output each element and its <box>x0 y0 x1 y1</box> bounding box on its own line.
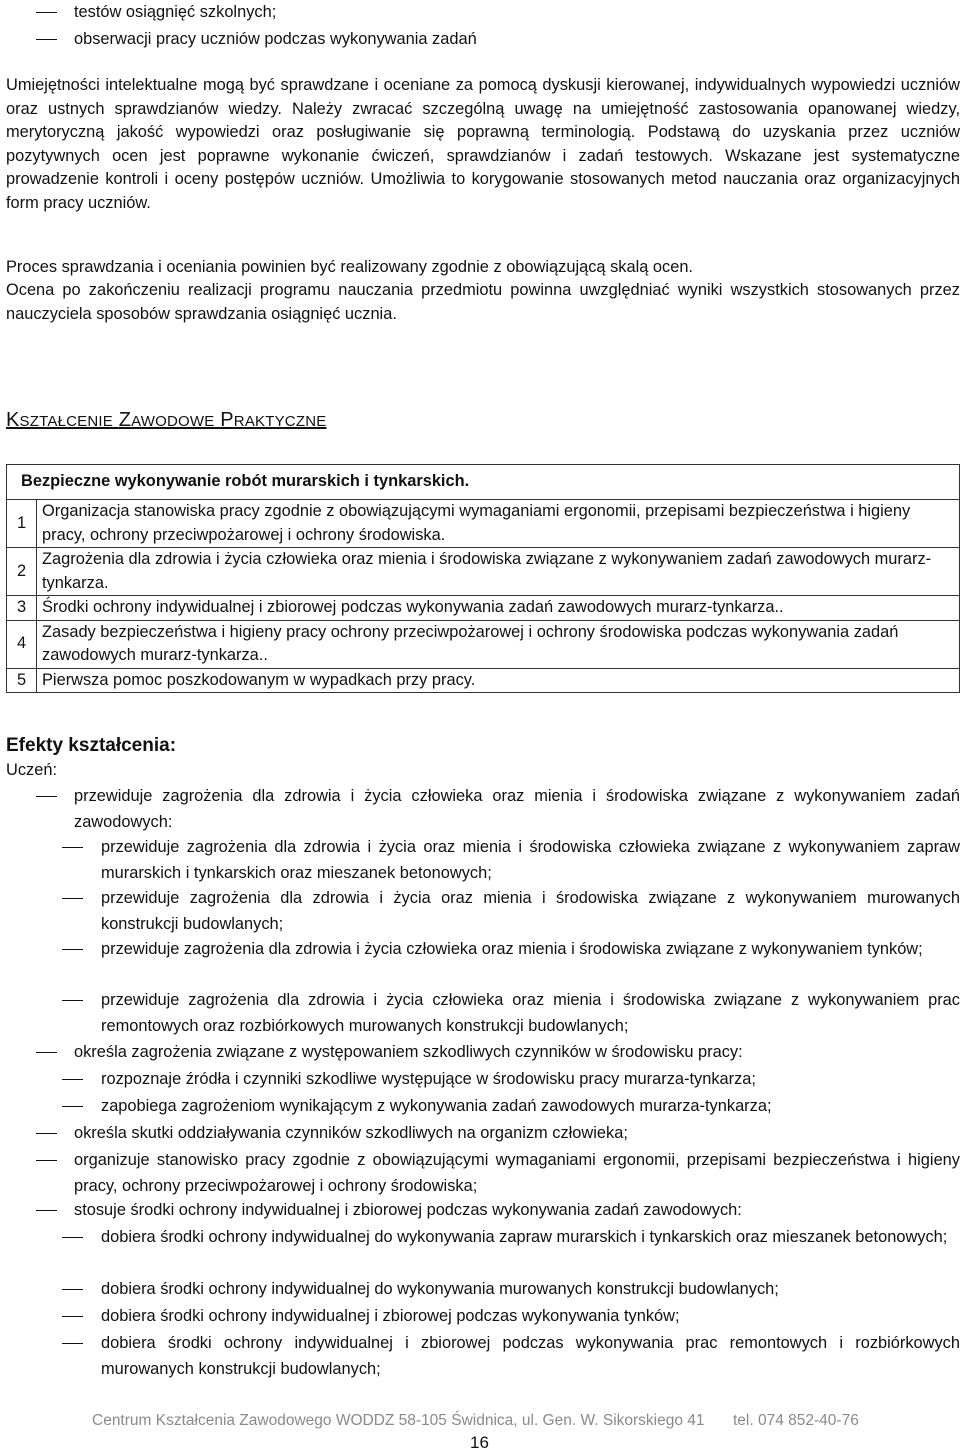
dash-bullet-icon <box>36 12 57 13</box>
sub-list-item-text: dobiera środki ochrony indywidualnej do wykonywania murowanych konstrukcji budowlanych; <box>101 1280 779 1298</box>
sub-list-item-text: przewiduje zagrożenia dla zdrowia i życia oraz mienia i środowiska człowieka związane z wykonywaniem zapraw murarskich i tynkarskich oraz mieszanek betonowych; <box>101 838 960 882</box>
dash-bullet-icon <box>36 1210 57 1211</box>
sub-list-item <box>34 988 960 1039</box>
dash-bullet-icon <box>36 39 57 40</box>
list-item-text: określa skutki oddziaływania czynników szkodliwych na organizm człowieka; <box>74 1124 628 1142</box>
table-row <box>7 668 960 693</box>
sub-list-item-text: zapobiega zagrożeniom wynikającym z wykonywania zadań zawodowych murarza-tynkarza; <box>101 1097 772 1115</box>
sub-list-item-text: przewiduje zagrożenia dla zdrowia i życia oraz mienia i środowiska związane z wykonywaniem murowanych konstrukcji budowlanych; <box>101 889 960 933</box>
row-text: Pierwsza pomoc poszkodowanym w wypadkach przy pracy. <box>37 668 960 693</box>
row-text: Zagrożenia dla zdrowia i życia człowieka oraz mienia i środowiska związane z wykonywaniem zadań zawodowych murarz-tynkarza. <box>37 548 960 596</box>
assessment-paragraph: Umiejętności intelektualne mogą być sprawdzane i oceniane za pomocą dyskusji kierowanej, indywidualnych wypowiedzi uczniów oraz ustnych sprawdzianów wiedzy. Należy zwracać szczególną uwagę na umiejętność zastosowania opanowanej wiedzy, merytoryczną jakość wypowiedzi oraz posługiwanie się poprawną terminologią. Podstawą do uzyskania przez uczniów pozytywnych ocen jest poprawne wykonanie ćwiczeń, sprawdzianów i zadań testowych. Wskazane jest systematyczne prowadzenie kontroli i oceny postępów uczniów. Umożliwia to korygowanie stosowanych metod nauczania oraz organizacyjnych form pracy uczniów. <box>6 76 960 212</box>
table-title: Bezpieczne wykonywanie robót murarskich i tynkarskich. <box>7 465 960 500</box>
sub-list-item <box>34 937 960 963</box>
list-item-text: określa zagrożenia związane z występowaniem szkodliwych czynników w środowisku pracy: <box>74 1043 743 1061</box>
list-item-text: przewiduje zagrożenia dla zdrowia i życia człowieka oraz mienia i środowiska związane z wykonywaniem zadań zawodowych: <box>74 787 960 831</box>
final-assessment-paragraph: Ocena po zakończeniu realizacji programu nauczania przedmiotu powinna uwzględniać wyniki wszystkich stosowanych przez nauczyciela sposobów sprawdzania osiągnięć ucznia. <box>6 281 960 323</box>
table-row <box>7 548 960 596</box>
grading-scale-paragraph: Proces sprawdzania i oceniania powinien być realizowany zgodnie z obowiązującą skalą ocen. <box>6 258 693 276</box>
footer-address: Centrum Kształcenia Zawodowego WODDZ 58-105 Świdnica, ul. Gen. W. Sikorskiego 41 <box>92 1412 705 1429</box>
sub-list-item-text: przewiduje zagrożenia dla zdrowia i życia człowieka oraz mienia i środowiska związane z wykonywaniem prac remontowych oraz rozbiórkowych murowanych konstrukcji budowlanych; <box>101 991 960 1035</box>
list-item <box>6 1040 960 1066</box>
list-item <box>6 27 960 53</box>
dash-bullet-icon <box>62 898 83 899</box>
dash-bullet-icon <box>62 1316 83 1317</box>
dash-bullet-icon <box>36 1160 57 1161</box>
dash-bullet-icon <box>62 1106 83 1107</box>
training-units-table <box>6 464 960 693</box>
sub-list-item-text: dobiera środki ochrony indywidualnej do wykonywania zapraw murarskich i tynkarskich oraz mieszanek betonowych; <box>101 1228 948 1246</box>
table-title-row <box>7 465 960 500</box>
row-text: Zasady bezpieczeństwa i higieny pracy ochrony przeciwpożarowej i ochrony środowiska podczas wykonywania zadań zawodowych murarz-tynkarza.. <box>37 620 960 668</box>
list-item-text: organizuje stanowisko pracy zgodnie z obowiązującymi wymaganiami ergonomii, przepisami bezpieczeństwa i higieny pracy, ochrony przeciwpożarowej i ochrony środowiska; <box>74 1151 960 1195</box>
outcomes-heading: Efekty kształcenia: <box>6 735 177 756</box>
sub-list-item-text: dobiera środki ochrony indywidualnej i zbiorowej podczas wykonywania prac remontowych i rozbiórkowych murowanych konstrukcji budowlanych; <box>101 1334 960 1378</box>
list-item <box>6 1121 960 1147</box>
list-item <box>6 0 960 26</box>
dash-bullet-icon <box>36 1133 57 1134</box>
list-item <box>6 1198 960 1224</box>
footer-phone: tel. 074 852-40-76 <box>733 1412 859 1429</box>
dash-bullet-icon <box>62 1079 83 1080</box>
sub-list-item-text: dobiera środki ochrony indywidualnej i zbiorowej podczas wykonywania tynków; <box>101 1307 680 1325</box>
list-item <box>6 1148 960 1199</box>
sub-list-item <box>34 1331 960 1382</box>
sub-list-item <box>34 1225 960 1251</box>
dash-bullet-icon <box>62 1343 83 1344</box>
row-number: 5 <box>7 668 37 693</box>
dash-bullet-icon <box>36 796 57 797</box>
sub-list-item <box>34 1304 960 1330</box>
dash-bullet-icon <box>62 949 83 950</box>
sub-list-item <box>34 1094 960 1120</box>
row-text: Organizacja stanowiska pracy zgodnie z obowiązującymi wymaganiami ergonomii, przepisami bezpieczeństwa i higieny pracy, ochrony przeciwpożarowej i ochrony środowiska. <box>37 500 960 548</box>
list-item-text: obserwacji pracy uczniów podczas wykonywania zadań <box>74 30 477 48</box>
sub-list-item-text: rozpoznaje źródła i czynniki szkodliwe występujące w środowisku pracy murarza-tynkarza; <box>101 1070 756 1088</box>
dash-bullet-icon <box>62 1289 83 1290</box>
list-item-text: stosuje środki ochrony indywidualnej i zbiorowej podczas wykonywania zadań zawodowych: <box>74 1201 742 1219</box>
table-row <box>7 596 960 621</box>
dash-bullet-icon <box>62 1000 83 1001</box>
row-number: 3 <box>7 596 37 621</box>
row-number: 2 <box>7 548 37 596</box>
sub-list-item <box>34 1277 960 1303</box>
sub-list-item <box>34 835 960 886</box>
page-number: 16 <box>470 1433 489 1452</box>
row-text: Środki ochrony indywidualnej i zbiorowej podczas wykonywania zadań zawodowych murarz-tynkarza.. <box>37 596 960 621</box>
table-row <box>7 620 960 668</box>
sub-list-item-text: przewiduje zagrożenia dla zdrowia i życia człowieka oraz mienia i środowiska związane z wykonywaniem tynków; <box>101 940 923 958</box>
dash-bullet-icon <box>62 847 83 848</box>
row-number: 4 <box>7 620 37 668</box>
table-row <box>7 500 960 548</box>
dash-bullet-icon <box>36 1052 57 1053</box>
list-item-text: testów osiągnięć szkolnych; <box>74 3 277 21</box>
section-heading: KSZTAŁCENIE ZAWODOWE PRAKTYCZNE <box>6 409 327 431</box>
row-number: 1 <box>7 500 37 548</box>
sub-list-item <box>34 886 960 937</box>
outcomes-intro: Uczeń: <box>6 761 58 779</box>
sub-list-item <box>34 1067 960 1093</box>
list-item <box>6 784 960 835</box>
dash-bullet-icon <box>62 1237 83 1238</box>
